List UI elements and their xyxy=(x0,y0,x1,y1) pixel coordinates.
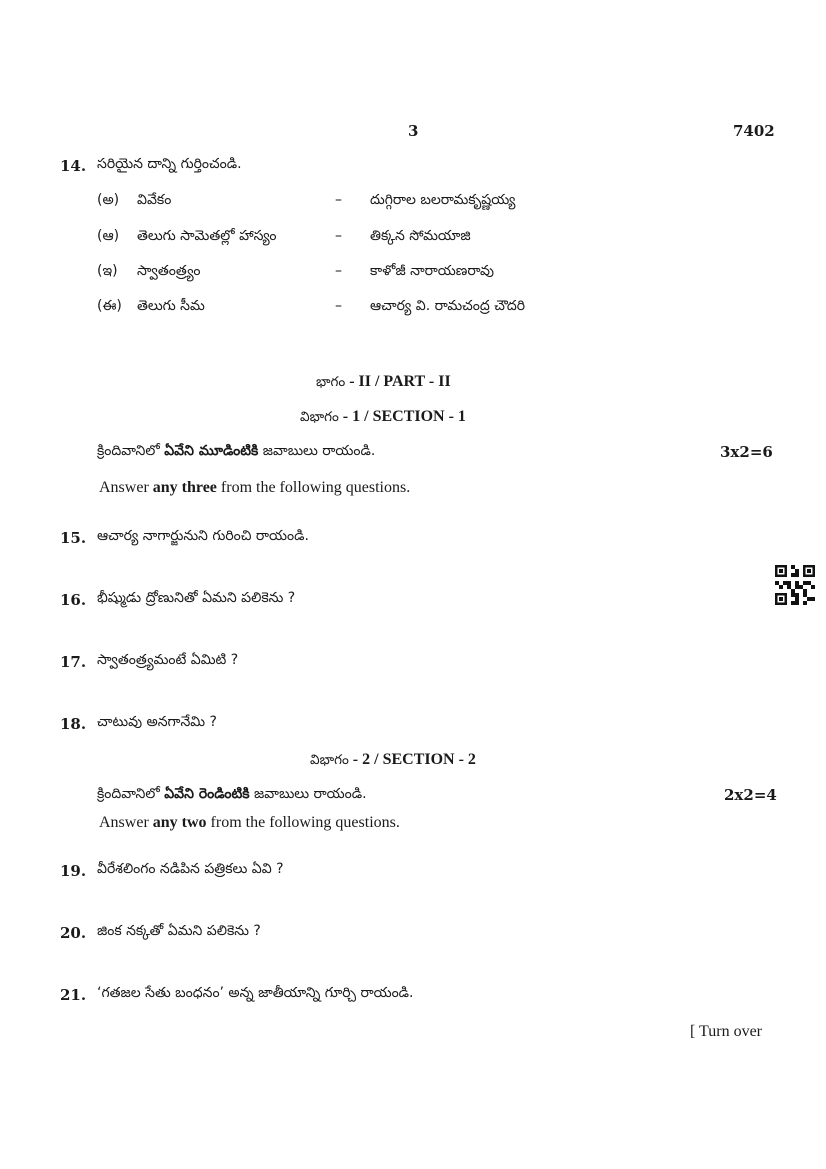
question-number: 19. xyxy=(60,862,87,880)
instruction-text: from the following questions. xyxy=(206,814,400,831)
option-label: (ఇ) xyxy=(97,263,118,279)
option-right: తిక్కన సోమయాజి xyxy=(370,228,471,244)
option-label: (ఈ) xyxy=(97,298,122,314)
instruction-text: జవాబులు రాయండి. xyxy=(249,786,367,802)
section-1-heading xyxy=(300,406,466,428)
section-heading-english: - 1 / SECTION - 1 xyxy=(338,408,466,425)
section-1-instruction-telugu xyxy=(97,443,375,462)
section-2-heading xyxy=(310,749,476,771)
page-number: 3 xyxy=(408,122,419,140)
instruction-emphasis: any two xyxy=(152,814,207,831)
question-number: 21. xyxy=(60,986,87,1004)
question-number: 15. xyxy=(60,529,87,547)
question-text: సరియైన దాన్ని గుర్తించండి. xyxy=(97,156,242,172)
option-label: (అ) xyxy=(97,192,120,208)
instruction-text: Answer xyxy=(99,814,153,831)
option-right: ఆచార్య వి. రామచంద్ర చౌదరి xyxy=(370,298,526,314)
instruction-text: క్రిందివానిలో xyxy=(97,443,165,459)
instruction-emphasis: ఏవేని మూడింటికి xyxy=(164,443,259,459)
section-2-instruction-telugu xyxy=(97,786,367,805)
question-number: 18. xyxy=(60,715,87,733)
instruction-emphasis: any three xyxy=(152,479,217,496)
turn-over: [ Turn over xyxy=(690,1023,763,1040)
instruction-text: from the following questions. xyxy=(216,479,411,496)
question-text: చాటువు అనగానేమి ? xyxy=(97,714,217,730)
section-1-instruction-english xyxy=(99,479,410,497)
question-number: 14. xyxy=(60,157,87,175)
option-left: తెలుగు సీమ xyxy=(137,298,205,314)
option-right: దుగ్గిరాల బలరామకృష్ణయ్య xyxy=(370,192,516,208)
option-right: కాళోజీ నారాయణరావు xyxy=(370,263,495,279)
question-text: ఆచార్య నాగార్జునుని గురించి రాయండి. xyxy=(97,528,309,544)
option-left: స్వాతంత్ర్యం xyxy=(137,263,201,279)
question-text: ‘గతజల సేతు బంధనం’ అన్న జాతీయాన్ని గూర్చి రాయండి. xyxy=(97,985,414,1001)
option-left: వివేకం xyxy=(137,192,172,208)
paper-code: 7402 xyxy=(733,122,775,140)
instruction-emphasis: ఏవేని రెండింటికి xyxy=(164,786,250,802)
qr-code-icon xyxy=(775,565,815,605)
section-2-marks: 2x2=4 xyxy=(724,786,777,804)
question-number: 20. xyxy=(60,924,87,942)
question-number: 17. xyxy=(60,653,87,671)
question-text: భీష్ముడు ద్రోణునితో ఏమని పలికెను ? xyxy=(97,590,296,606)
section-heading-english: - 2 / SECTION - 2 xyxy=(348,751,476,768)
section-heading-telugu: విభాగం xyxy=(310,752,349,768)
part-heading xyxy=(316,371,451,393)
option-dash: – xyxy=(335,263,342,279)
option-dash: – xyxy=(335,298,342,314)
part-heading-english: - II / PART - II xyxy=(345,373,451,390)
option-left: తెలుగు సామెతల్లో హాస్యం xyxy=(137,228,277,244)
section-heading-telugu: విభాగం xyxy=(300,409,339,425)
option-dash: – xyxy=(335,228,342,244)
part-heading-telugu: భాగం xyxy=(316,374,346,390)
instruction-text: Answer xyxy=(99,479,153,496)
instruction-text: క్రిందివానిలో xyxy=(97,786,165,802)
option-dash: – xyxy=(335,192,342,208)
question-number: 16. xyxy=(60,591,87,609)
question-text: జింక నక్కతో ఏమని పలికెను ? xyxy=(97,923,261,939)
question-text: స్వాతంత్ర్యమంటే ఏమిటి ? xyxy=(97,652,239,668)
section-2-instruction-english xyxy=(99,814,400,832)
instruction-text: జవాబులు రాయండి. xyxy=(258,443,376,459)
option-label: (ఆ) xyxy=(97,228,120,244)
question-text: వీరేశలింగం నడిపిన పత్రికలు ఏవి ? xyxy=(97,861,284,877)
section-1-marks: 3x2=6 xyxy=(720,443,773,461)
